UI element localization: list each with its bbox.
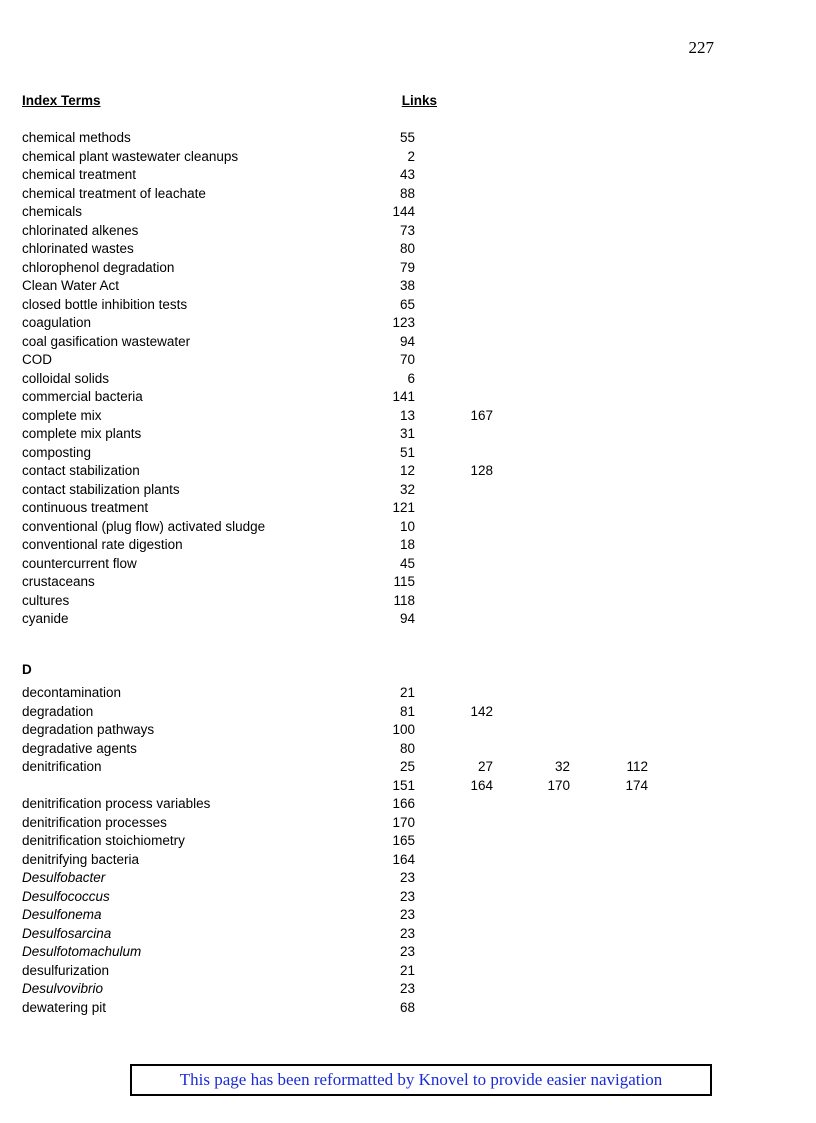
page-link[interactable]: 10 — [399, 518, 415, 534]
index-entry — [22, 444, 722, 463]
page-link[interactable]: 18 — [399, 537, 415, 552]
index-term: colloidal solids — [22, 370, 110, 386]
page-link[interactable]: 21 — [399, 685, 415, 700]
index-terms-heading: Index Terms — [22, 93, 101, 108]
index-entry — [22, 721, 722, 740]
index-entry — [22, 240, 722, 259]
page-link[interactable]: 164 — [470, 777, 493, 793]
page-link[interactable]: 170 — [392, 814, 415, 830]
index-term: denitrifying bacteria — [22, 851, 140, 867]
index-entry — [22, 222, 722, 241]
index-entry — [22, 407, 722, 426]
page-link[interactable]: 81 — [399, 703, 415, 719]
index-entry — [22, 573, 722, 592]
index-term: closed bottle inhibition tests — [22, 296, 188, 312]
index-entry — [22, 333, 722, 352]
page-link[interactable]: 12 — [399, 463, 415, 478]
page-link[interactable]: 118 — [393, 592, 415, 608]
index-entry — [22, 481, 722, 500]
index-term: COD — [22, 352, 52, 367]
index-term: denitrification process variables — [22, 796, 211, 811]
links-heading: Links — [401, 93, 437, 108]
page-number: 227 — [688, 38, 714, 57]
index-term: chlorophenol degradation — [22, 259, 175, 275]
index-term: complete mix — [22, 407, 102, 423]
index-entry — [22, 832, 722, 851]
index-entry — [22, 518, 722, 537]
page-link[interactable]: 70 — [399, 352, 415, 367]
index-term: degradation — [22, 703, 94, 719]
index-entry — [22, 684, 722, 703]
page-link[interactable]: 121 — [392, 500, 415, 515]
page-link[interactable]: 23 — [399, 870, 415, 885]
index-term: crustaceans — [22, 574, 95, 589]
index-entry — [22, 869, 722, 888]
index-term: Clean Water Act — [22, 278, 120, 293]
index-term: chlorinated alkenes — [22, 222, 139, 238]
index-term: Desulfonema — [22, 907, 102, 922]
index-term: chemical treatment — [22, 167, 137, 182]
page-link[interactable]: 165 — [392, 833, 415, 848]
index-term: contact stabilization plants — [22, 481, 180, 497]
index-term: cultures — [22, 592, 70, 608]
page-link[interactable]: 27 — [477, 759, 493, 774]
index-term: cyanide — [22, 611, 69, 626]
index-term: chlorinated wastes — [22, 241, 134, 256]
index-term: dewatering pit — [22, 999, 107, 1015]
page-link[interactable]: 144 — [392, 204, 415, 219]
index-term: coagulation — [22, 315, 92, 330]
index-term: denitrification — [22, 759, 102, 774]
section-letter-d: D — [22, 662, 32, 677]
page-link[interactable]: 68 — [399, 999, 415, 1015]
index-entry — [22, 462, 722, 481]
page-link[interactable]: 73 — [399, 222, 415, 238]
page-link[interactable]: 79 — [399, 259, 415, 275]
page-link[interactable]: 142 — [470, 703, 493, 719]
index-term: contact stabilization — [22, 463, 140, 478]
index-term: chemical plant wastewater cleanups — [22, 148, 239, 164]
index-entry — [22, 795, 722, 814]
index-term: chemicals — [22, 204, 83, 219]
index-entry — [22, 610, 722, 629]
index-term: chemical treatment of leachate — [22, 185, 206, 201]
page-link[interactable]: 65 — [399, 296, 415, 312]
index-term: composting — [22, 444, 92, 460]
index-term: decontamination — [22, 685, 122, 700]
page-link[interactable]: 25 — [399, 759, 415, 774]
index-entry — [22, 980, 722, 999]
index-term: Desulfosarcina — [22, 925, 112, 941]
page-link[interactable]: 174 — [625, 777, 648, 793]
index-entry — [22, 314, 722, 333]
index-entry — [22, 425, 722, 444]
page-link[interactable]: 38 — [399, 278, 415, 293]
page-link[interactable]: 6 — [407, 370, 415, 386]
index-entry — [22, 370, 722, 389]
page-link[interactable]: 167 — [470, 407, 493, 423]
index-term: complete mix plants — [22, 426, 142, 441]
index-term: Desulfotomachulum — [22, 944, 142, 959]
index-term: Desulfobacter — [22, 870, 106, 885]
page-link[interactable]: 23 — [399, 888, 415, 904]
page-link[interactable]: 123 — [392, 315, 415, 330]
index-term: conventional rate digestion — [22, 537, 183, 552]
index-entry — [22, 740, 722, 759]
index-term: conventional (plug flow) activated sludge — [22, 518, 266, 534]
page-link[interactable]: 164 — [392, 851, 415, 867]
index-entry — [22, 259, 722, 278]
index-entry — [22, 148, 722, 167]
page-link[interactable]: 32 — [554, 759, 570, 774]
page-link[interactable]: 115 — [393, 574, 415, 589]
page-link[interactable]: 55 — [399, 130, 415, 145]
page-link[interactable]: 88 — [399, 185, 415, 201]
index-entry — [22, 814, 722, 833]
index-term: commercial bacteria — [22, 389, 143, 404]
page-link[interactable]: 21 — [399, 962, 415, 978]
index-term: denitrification stoichiometry — [22, 833, 185, 848]
index-entry — [22, 351, 722, 370]
index-term: countercurrent flow — [22, 555, 137, 571]
section-c-list — [22, 129, 722, 629]
index-entry — [22, 758, 722, 777]
page-link[interactable]: 23 — [399, 944, 415, 959]
index-term: Desulfococcus — [22, 888, 110, 904]
page-link[interactable]: 51 — [399, 444, 415, 460]
page-link[interactable]: 170 — [547, 777, 570, 793]
index-term: desulfurization — [22, 962, 110, 978]
page-link[interactable]: 94 — [399, 333, 415, 349]
index-entry — [22, 166, 722, 185]
page-link[interactable]: 13 — [399, 407, 415, 423]
index-entry — [22, 277, 722, 296]
page-link[interactable]: 31 — [399, 426, 415, 441]
index-term: coal gasification wastewater — [22, 333, 191, 349]
index-term: chemical methods — [22, 130, 131, 145]
index-term: Desulvovibrio — [22, 981, 104, 996]
index-term: continuous treatment — [22, 500, 149, 515]
page-link[interactable]: 166 — [392, 796, 415, 811]
index-entry — [22, 388, 722, 407]
index-term: denitrification processes — [22, 814, 167, 830]
page-link[interactable]: 23 — [399, 981, 415, 996]
page-link[interactable]: 32 — [399, 481, 415, 497]
page-link[interactable]: 128 — [470, 463, 493, 478]
index-entry — [22, 777, 722, 796]
index-entry — [22, 851, 722, 870]
index-entry — [22, 296, 722, 315]
index-entry — [22, 888, 722, 907]
page-link[interactable]: 112 — [626, 759, 648, 774]
index-entry — [22, 925, 722, 944]
index-entry — [22, 962, 722, 981]
index-entry — [22, 906, 722, 925]
page-link[interactable]: 80 — [399, 740, 415, 756]
section-d-list — [22, 684, 722, 1017]
page-link[interactable]: 2 — [407, 148, 415, 164]
page-link[interactable]: 23 — [399, 925, 415, 941]
knovel-footer-notice: This page has been reformatted by Knovel to provide easier navigation — [130, 1064, 712, 1096]
index-entry — [22, 536, 722, 555]
page-link[interactable]: 43 — [399, 167, 415, 182]
page-link[interactable]: 23 — [399, 907, 415, 922]
page-link[interactable]: 94 — [399, 611, 415, 626]
index-entry — [22, 203, 722, 222]
page-link[interactable]: 80 — [399, 241, 415, 256]
index-entry — [22, 703, 722, 722]
index-entry — [22, 555, 722, 574]
page-link[interactable]: 45 — [399, 555, 415, 571]
index-entry — [22, 943, 722, 962]
index-entry — [22, 185, 722, 204]
index-term: degradation pathways — [22, 722, 155, 737]
index-header — [22, 93, 722, 111]
page-link[interactable]: 141 — [392, 389, 415, 404]
index-term: degradative agents — [22, 740, 137, 756]
index-entry — [22, 499, 722, 518]
page-link[interactable]: 100 — [392, 722, 415, 737]
index-entry — [22, 129, 722, 148]
index-entry — [22, 999, 722, 1018]
index-entry — [22, 592, 722, 611]
page-link[interactable]: 151 — [392, 777, 415, 793]
